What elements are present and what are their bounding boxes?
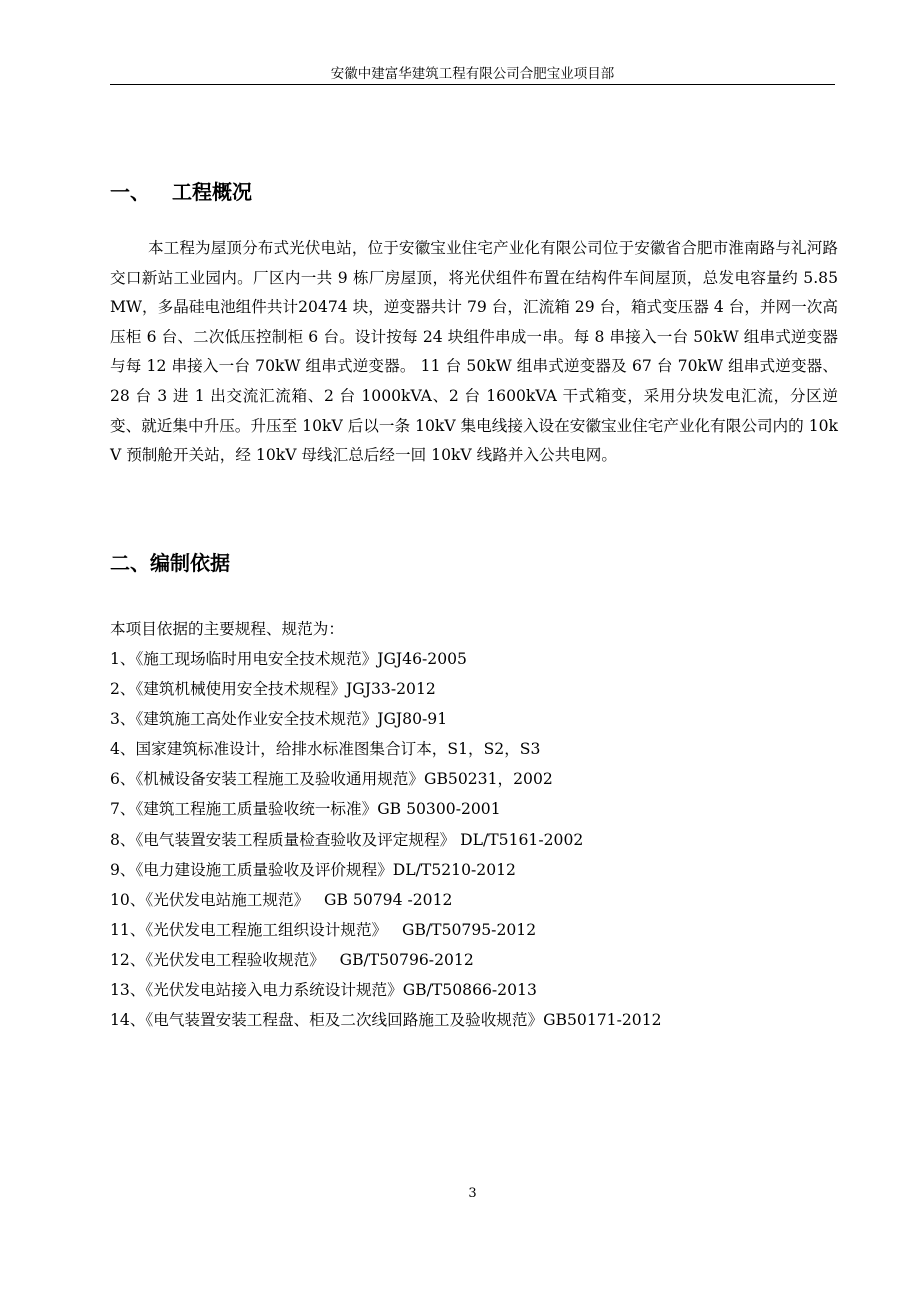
section-number: 一、 (110, 180, 150, 204)
reference-item: 2、《建筑机械使用安全技术规程》JGJ33-2012 (110, 680, 436, 699)
reference-list (110, 644, 662, 1035)
reference-item: 13、《光伏发电站接入电力系统设计规范》GB/T50866-2013 (110, 981, 537, 1000)
section-heading-overview (110, 178, 252, 206)
reference-item: 11、《光伏发电工程施工组织设计规范》 GB/T50795-2012 (110, 920, 537, 939)
basis-intro: 本项目依据的主要规程、规范为： (110, 620, 344, 638)
reference-item: 10、《光伏发电站施工规范》 GB 50794 -2012 (110, 890, 453, 909)
reference-item: 12、《光伏发电工程验收规范》 GB/T50796-2012 (110, 950, 474, 969)
header-title: 安徽中建富华建筑工程有限公司合肥宝业项目部 (330, 66, 615, 82)
section-heading-basis: 二、编制依据 (110, 551, 230, 575)
reference-item: 7、《建筑工程施工质量验收统一标准》GB 50300-2001 (110, 800, 501, 819)
overview-paragraph: 本工程为屋顶分布式光伏电站，位于安徽宝业住宅产业化有限公司位于安徽省合肥市淮南路与礼河路交口新站工业园内。厂区内一共 9 栋厂房屋顶，将光伏组件布置在结构件车间屋顶，总发电容量约 5.85MW，多晶硅电池组件共计20474 块，逆变器共计 79 台，汇流箱 29 台，箱式变压器 4 台，并网一次高压柜 6 台、二次低压控制柜 6 台。设计按每 24 块组件串成一串。每 8 串接入一台 50kW 组串式逆变器与每 12 串接入一台 70kW 组串式逆变器。 11 台 50kW 组串式逆变器及 67 台 70kW 组串式逆变器、28 台 3 进 1 出交流汇流箱、2 台 1000kVA、2 台 1600kVA 干式箱变，采用分块发电汇流，分区逆变、就近集中升压。升压至 10kV 后以一条 10kV 集电线接入设在安徽宝业住宅产业化有限公司内的 10kV 预制舱开关站，经 10kV 母线汇总后经一回 10kV 线路并入公共电网。 (110, 239, 838, 465)
reference-item: 9、《电力建设施工质量验收及评价规程》DL/T5210-2012 (110, 860, 516, 879)
reference-item: 1、《施工现场临时用电安全技术规范》JGJ46-2005 (110, 650, 467, 668)
reference-item: 4、国家建筑标准设计，给排水标准图集合订本，S1，S2，S3 (110, 740, 541, 759)
reference-item: 8、《电气装置安装工程质量检查验收及评定规程》 DL/T5161-2002 (110, 830, 584, 849)
reference-item: 6、《机械设备安装工程施工及验收通用规范》GB50231，2002 (110, 770, 553, 789)
section-title: 工程概况 (172, 180, 252, 204)
reference-item: 3、《建筑施工高处作业安全技术规范》JGJ80-91 (110, 710, 448, 729)
page-number: 3 (468, 1186, 477, 1201)
page-header (110, 64, 835, 85)
reference-item: 14、《电气装置安装工程盘、柜及二次线回路施工及验收规范》GB50171-2012 (110, 1011, 662, 1030)
